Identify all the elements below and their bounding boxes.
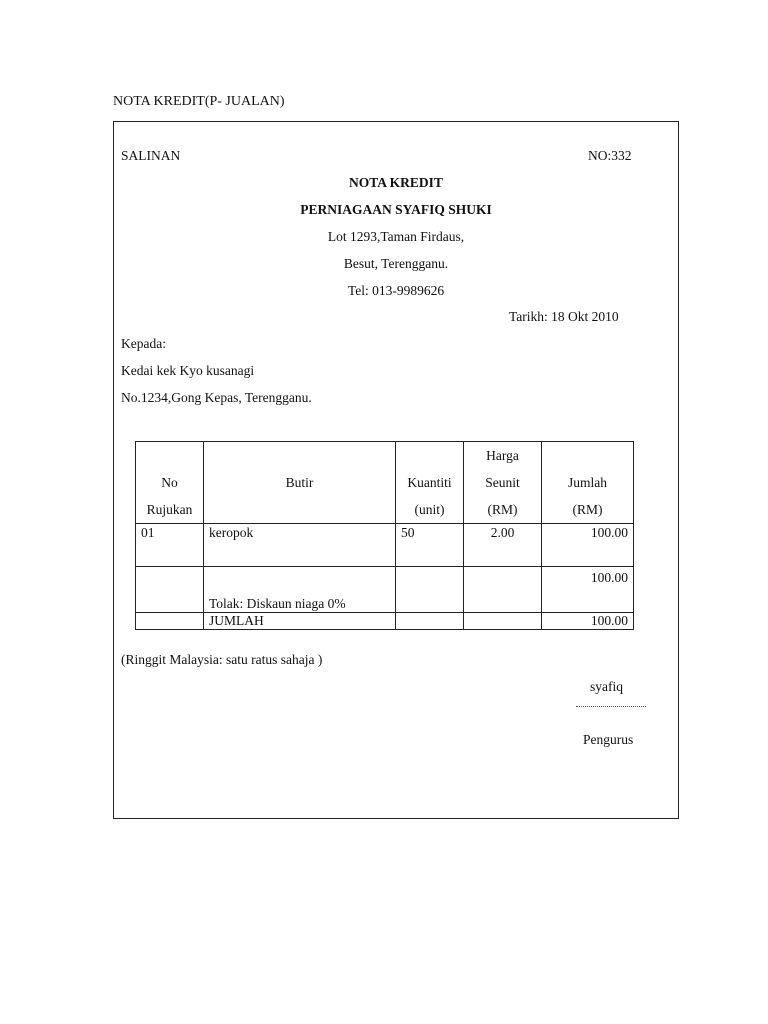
header-unit-price: Harga Seunit (RM)	[464, 442, 542, 524]
sum-total: 100.00	[542, 613, 634, 630]
table-row	[136, 524, 634, 567]
table-header-row	[136, 442, 634, 524]
company-name: PERNIAGAAN SYAFIQ SHUKI	[300, 202, 492, 217]
signature-name: syafiq	[590, 679, 623, 694]
amount-in-words: (Ringgit Malaysia: satu ratus sahaja )	[121, 652, 323, 667]
signature-role: Pengurus	[583, 732, 634, 747]
recipient-address: No.1234,Gong Kepas, Terengganu.	[121, 390, 312, 405]
recipient-name: Kedai kek Kyo kusanagi	[121, 363, 255, 378]
company-address-line2: Besut, Terengganu.	[343, 256, 449, 271]
discount-label: Tolak: Diskaun niaga 0%	[204, 567, 396, 613]
note-title: NOTA KREDIT	[349, 175, 443, 190]
signature-line	[576, 706, 646, 707]
row-unit-price: 2.00	[464, 524, 542, 567]
row-item: keropok	[204, 524, 396, 567]
discount-row	[136, 567, 634, 613]
recipient-label: Kepada:	[121, 336, 166, 351]
note-number: NO:332	[588, 148, 632, 163]
company-phone: Tel: 013-9989626	[347, 283, 445, 298]
document-caption: NOTA KREDIT(P- JUALAN)	[113, 94, 285, 109]
header-item: Butir	[204, 442, 396, 524]
row-total: 100.00	[542, 524, 634, 567]
row-ref: 01	[136, 524, 204, 567]
header-ref: No Rujukan	[136, 442, 204, 524]
company-address-line1: Lot 1293,Taman Firdaus,	[327, 229, 465, 244]
row-qty: 50	[396, 524, 464, 567]
header-total: Jumlah (RM)	[542, 442, 634, 524]
discount-total: 100.00	[542, 567, 634, 613]
sum-label: JUMLAH	[204, 613, 396, 630]
header-qty: Kuantiti (unit)	[396, 442, 464, 524]
copy-label: SALINAN	[121, 148, 181, 163]
note-date: Tarikh: 18 Okt 2010	[509, 309, 619, 324]
items-table	[135, 441, 634, 630]
sum-row	[136, 613, 634, 630]
